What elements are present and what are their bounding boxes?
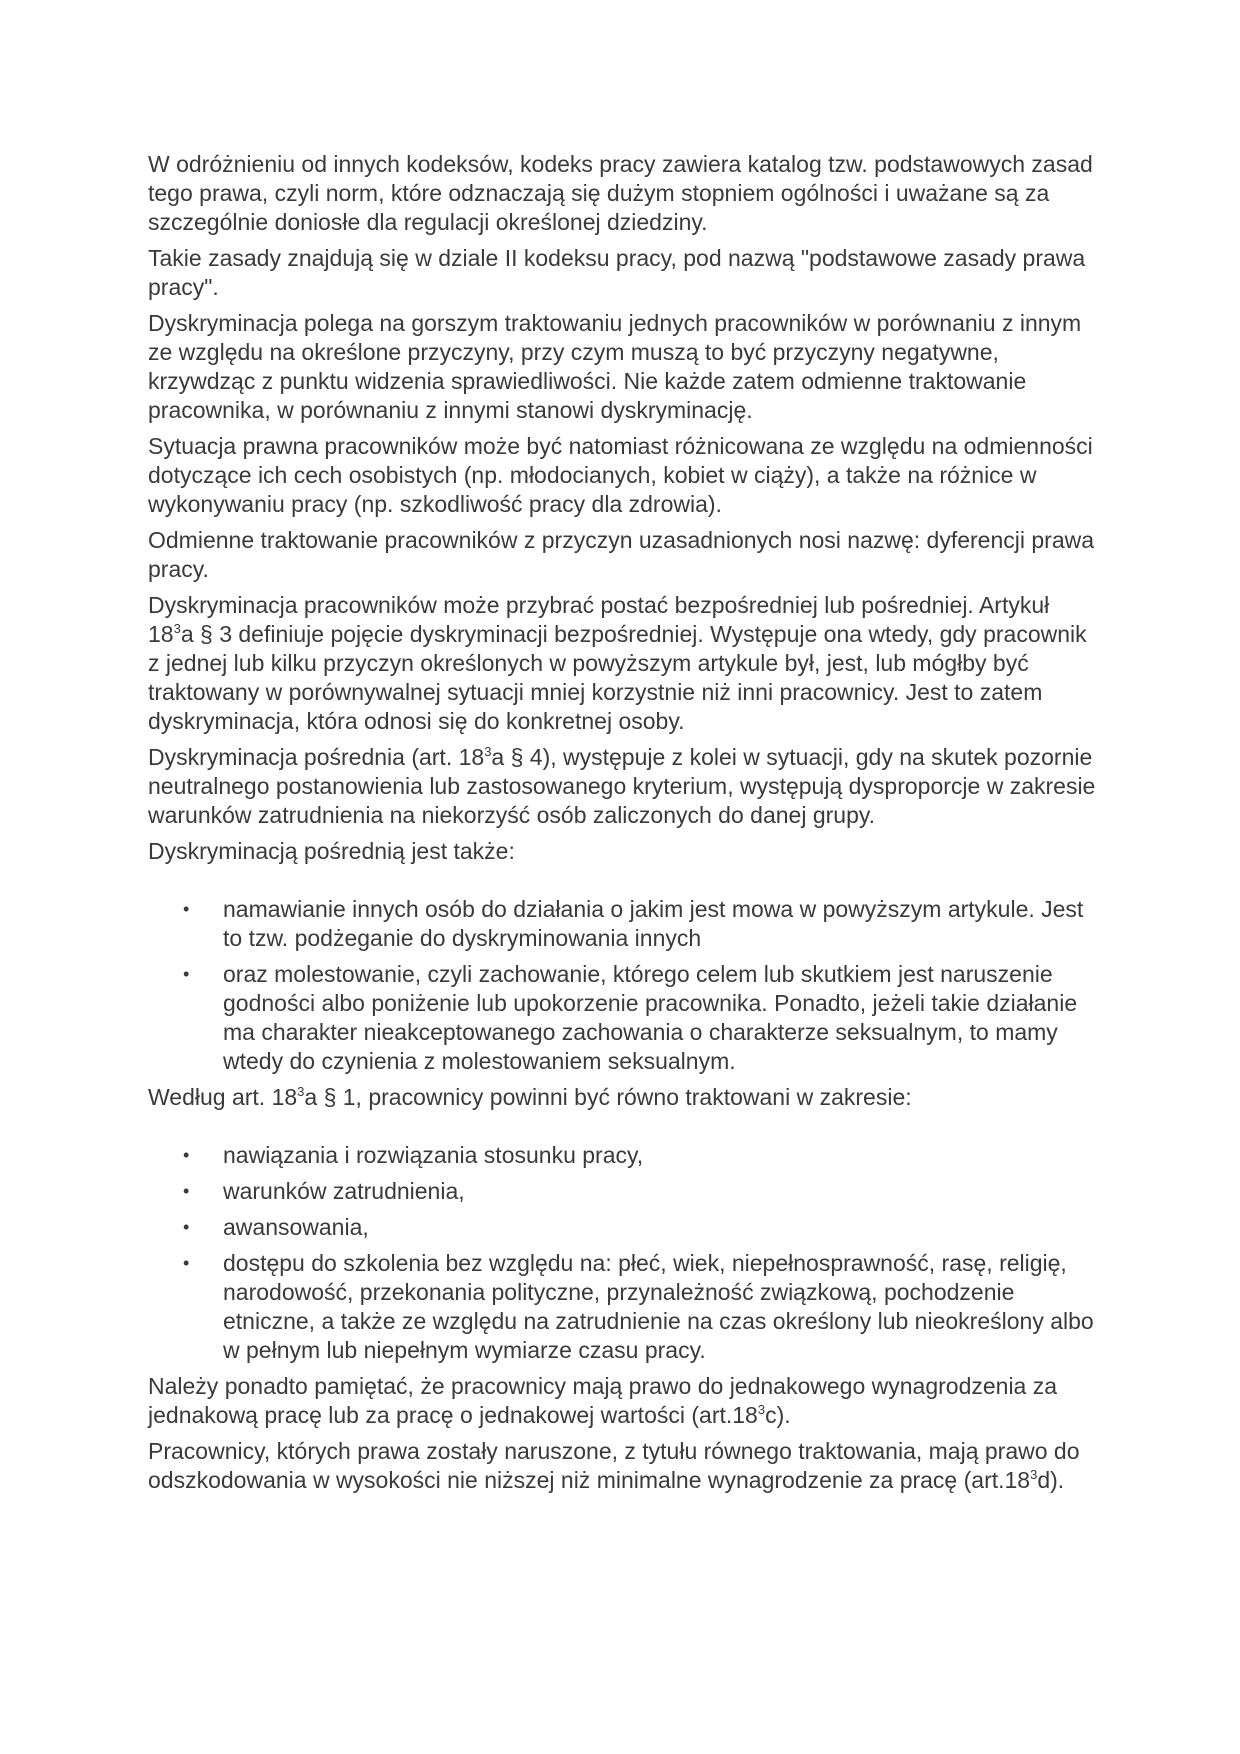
paragraph-compensation [148,1437,1098,1495]
paragraph-text: a § 1, pracownicy powinni być równo traktowani w zakresie: [304,1084,912,1110]
list-item: • warunków zatrudnienia, [148,1177,1098,1206]
list-item: • nawiązania i rozwiązania stosunku pracy, [148,1141,1098,1170]
list-item: • namawianie innych osób do działania o jakim jest mowa w powyższym artykule. Jest to tzw. podżeganie do dyskryminowania innych [148,895,1098,953]
paragraph-text: a § 4), występuje z kolei w sytuacji, gdy na skutek pozornie neutralnego postanowienia lub zastosowanego kryterium, występują dysproporcje w zakresie warunków zatrudnienia na niekorzyść osób zaliczonych do danej grupy. [148,744,1096,828]
superscript: 3 [297,1084,305,1099]
paragraph-intro: W odróżnieniu od innych kodeksów, kodeks pracy zawiera katalog tzw. podstawowych zasad tego prawa, czyli norm, które odznaczają się dużym stopniem ogólności i uważane są za szczególnie doniosłe dla regulacji określonej dziedziny. [148,151,1093,235]
paragraph-indirect-also: Dyskryminacją pośrednią jest także: [148,838,515,864]
superscript: 3 [484,744,492,759]
paragraph-text: Według art. 18 [148,1084,298,1110]
paragraph-legal-situation: Sytuacja prawna pracowników może być natomiast różnicowana ze względu na odmienności dotyczące ich cech osobistych (np. młodocianych, kobiet w ciąży), a także na różnice w wykonywaniu pracy (np. szkodliwość pracy dla zdrowia). [148,433,1093,517]
bullet-list-equal [148,1141,1098,1365]
paragraph-text: Pracownicy, których prawa zostały naruszone, z tytułu równego traktowania, mają prawo do odszkodowania w wysokości nie niższej niż minimalne wynagrodzenie za pracę (art.18 [148,1438,1080,1493]
paragraph-discrimination-definition: Dyskryminacja polega na gorszym traktowaniu jednych pracowników w porównaniu z innym ze względu na określone przyczyny, przy czym muszą to być przyczyny negatywne, krzywdząc z punktu widzenia sprawiedliwości. Nie każde zatem odmienne traktowanie pracownika, w porównaniu z innymi stanowi dyskryminację. [148,310,1082,423]
paragraph-text: d). [1037,1467,1065,1493]
paragraph-principles: Takie zasady znajdują się w dziale II kodeksu pracy, pod nazwą "podstawowe zasady prawa pracy". [148,245,1086,300]
list-item: • awansowania, [148,1213,1098,1242]
superscript: 3 [757,1402,766,1417]
paragraph-text: Dyskryminacja pośrednia (art. 18 [148,744,485,770]
document-page [148,150,1098,1502]
paragraph-equal-pay [148,1372,1098,1430]
paragraph-text: Dyskryminacja pracowników może przybrać postać bezpośredniej lub pośredniej. Artykuł 18 [148,592,1050,647]
list-item: • oraz molestowanie, czyli zachowanie, którego celem lub skutkiem jest naruszenie godności albo poniżenie lub upokorzenie pracownika. Ponadto, jeżeli takie działanie ma charakter nieakceptowanego zachowania o charakterze seksualnym, to mamy wtedy do czynienia z molestowaniem seksualnym. [148,960,1098,1076]
paragraph-indirect-discrimination [148,743,1098,830]
paragraph-equal-treatment [148,1083,1098,1112]
superscript: 3 [1030,1467,1038,1482]
paragraph-text: c). [765,1402,791,1428]
paragraph-differentiation: Odmienne traktowanie pracowników z przyczyn uzasadnionych nosi nazwę: dyferencji prawa pracy. [148,527,1095,582]
bullet-list-indirect [148,895,1098,1076]
superscript: 3 [173,621,181,636]
paragraph-text: a § 3 definiuje pojęcie dyskryminacji bezpośredniej. Występuje ona wtedy, gdy pracownik z jednej lub kilku przyczyn określonych w powyższym artykule był, jest, lub mógłby być traktowany w porównywalnej sytuacji mniej korzystnie niż inni pracownicy. Jest to zatem dyskryminacja, która odnosi się do konkretnej osoby. [148,621,1087,734]
paragraph-text: Należy ponadto pamiętać, że pracownicy mają prawo do jednakowego wynagrodzenia za jednakową pracę lub za pracę o jednakowej wartości (art.18 [148,1373,1058,1428]
list-item: • dostępu do szkolenia bez względu na: płeć, wiek, niepełnosprawność, rasę, religię, narodowość, przekonania polityczne, przynależność związkową, pochodzenie etniczne, a także ze względu na zatrudnienie na czas określony lub nieokreślony albo w pełnym lub niepełnym wymiarze czasu pracy. [148,1249,1098,1365]
paragraph-direct-discrimination [148,591,1098,736]
